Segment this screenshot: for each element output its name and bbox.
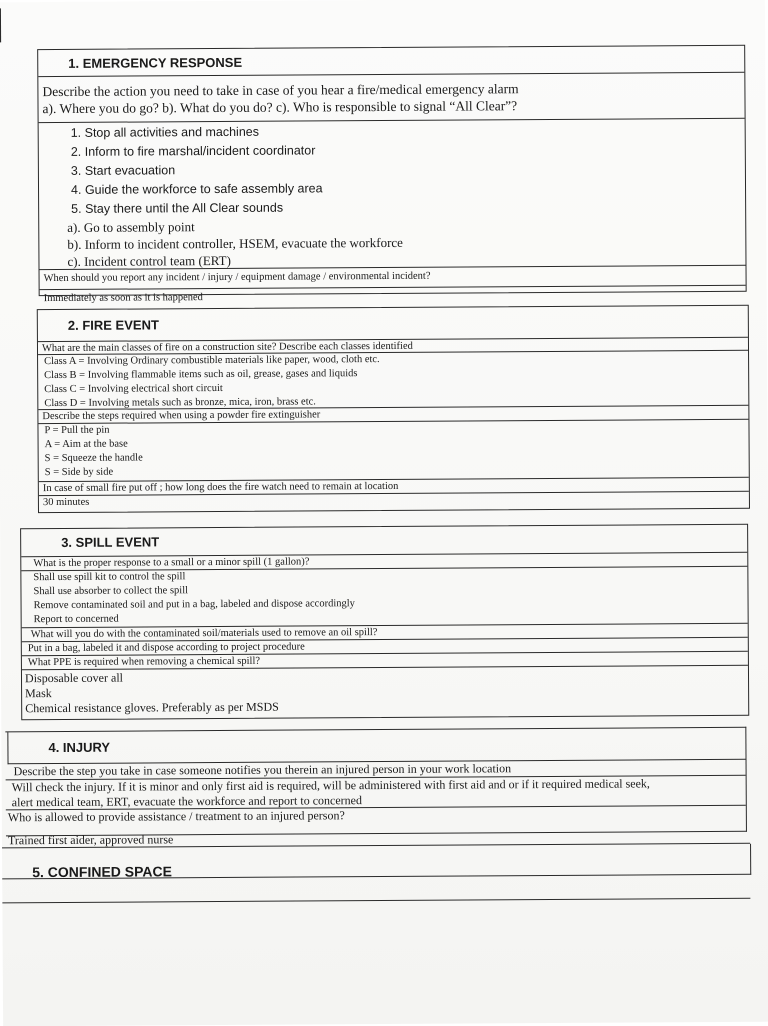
list-item: Remove contaminated soil and put in a bag, labeled and dispose accordingly [33, 598, 355, 612]
list-item: a). Go to assembly point [67, 219, 195, 235]
answer-block [6, 776, 746, 811]
list-item: Class C = Involving electrical short circuit [44, 382, 223, 396]
section-heading [7, 728, 745, 765]
spill-event-section [20, 524, 749, 720]
answer-text: Put in a bag, labeled it and dispose according to project procedure [27, 641, 305, 655]
list-item: Class D = Involving metals such as bronze, mica, iron, brass etc. [44, 396, 316, 410]
list-item: S = Side by side [44, 466, 114, 479]
question-text: What are the main classes of fire on a construction site? Describe each classes identified [41, 340, 413, 355]
section-heading [21, 525, 747, 557]
section-title: 5. CONFINED SPACE [32, 863, 173, 881]
list-item: Disposable cover all [24, 670, 124, 686]
question-text: Who is allowed to provide assistance / treatment to an injured person? [7, 808, 345, 825]
list-item: Chemical resistance gloves. Preferably as per MSDS [25, 699, 279, 716]
list-item: S = Squeeze the handle [44, 452, 143, 465]
question-text: In case of small fire put off ; how long does the fire watch need to remain at location [42, 480, 399, 495]
answer-line: Will check the injury. If it is minor and only first aid is required, will be administered with first aid and or if it required medical seek, [11, 776, 650, 795]
answer-block [21, 567, 747, 628]
scan-edge-mark [0, 8, 1, 42]
list-item: b). Inform to incident controller, HSEM, evacuate the workforce [67, 234, 403, 252]
question-line: Describe the action you need to take in case of you hear a fire/medical emergency alarm [42, 81, 519, 100]
question-text: What will you do with the contaminated soil/materials used to remove an oil spill? [30, 627, 378, 641]
answer-block [38, 420, 748, 482]
answer-text: 30 minutes [42, 496, 90, 509]
list-item: Shall use absorber to collect the spill [33, 585, 189, 598]
list-item: P = Pull the pin [44, 424, 110, 437]
answer-block [22, 666, 748, 717]
list-item: Report to concerned [33, 613, 119, 626]
answer-text: Immediately as soon as it is happened [43, 292, 203, 305]
list-item: Class B = Involving flammable items such as oil, grease, gases and liquids [44, 368, 358, 382]
section-title: 1. EMERGENCY RESPONSE [68, 54, 243, 71]
list-item: c). Incident control team (ERT) [67, 252, 231, 269]
section-title: 4. INJURY [48, 739, 111, 756]
list-item: 1. Stop all activities and machines [70, 124, 260, 140]
answer-block [38, 351, 748, 410]
list-item: 2. Inform to fire marshal/incident coordinator [70, 143, 316, 159]
list-item: 3. Start evacuation [70, 163, 176, 178]
action-steps-list [43, 120, 746, 219]
answer-text: Trained first aider, approved nurse [7, 832, 174, 848]
list-item: 4. Guide the workforce to safe assembly area [70, 181, 323, 197]
question-text: Describe the steps required when using a powder fire extinguisher [42, 409, 321, 423]
confined-space-section [2, 843, 750, 904]
question-row [6, 806, 746, 827]
question-line: a). Where you do go? b). What do you do? c). Who is responsible to signal “All Clear”? [42, 98, 518, 117]
section-title: 2. FIRE EVENT [67, 317, 159, 333]
question-text: What PPE is required when removing a chemical spill? [27, 655, 261, 669]
fire-event-section [37, 305, 750, 513]
question-text: When should you report any incident / injury / equipment damage / environmental incident? [43, 270, 431, 285]
section-title: 3. SPILL EVENT [61, 534, 160, 550]
section-heading [38, 306, 748, 342]
injury-section [5, 727, 747, 837]
question-row [38, 73, 744, 123]
section-heading [38, 46, 744, 77]
list-item: Shall use spill kit to control the spill [33, 571, 186, 584]
answer-row [39, 492, 749, 510]
emergency-response-section [37, 45, 746, 305]
answer-list [43, 215, 745, 270]
answer-line: alert medical team, ERT, evacuate the workforce and report to concerned [11, 793, 363, 810]
question-text: What is the proper response to a small or a minor spill (1 gallon)? [33, 556, 310, 570]
answer-block [39, 119, 746, 270]
list-item: Class A = Involving Ordinary combustible materials like paper, wood, cloth etc. [44, 354, 380, 368]
list-item: A = Aim at the base [44, 438, 128, 451]
question-text: Describe the step you take in case someone notifies you therein an injured person in your work location [13, 761, 512, 779]
list-item: Mask [25, 686, 52, 701]
list-item: 5. Stay there until the All Clear sounds [71, 200, 284, 216]
